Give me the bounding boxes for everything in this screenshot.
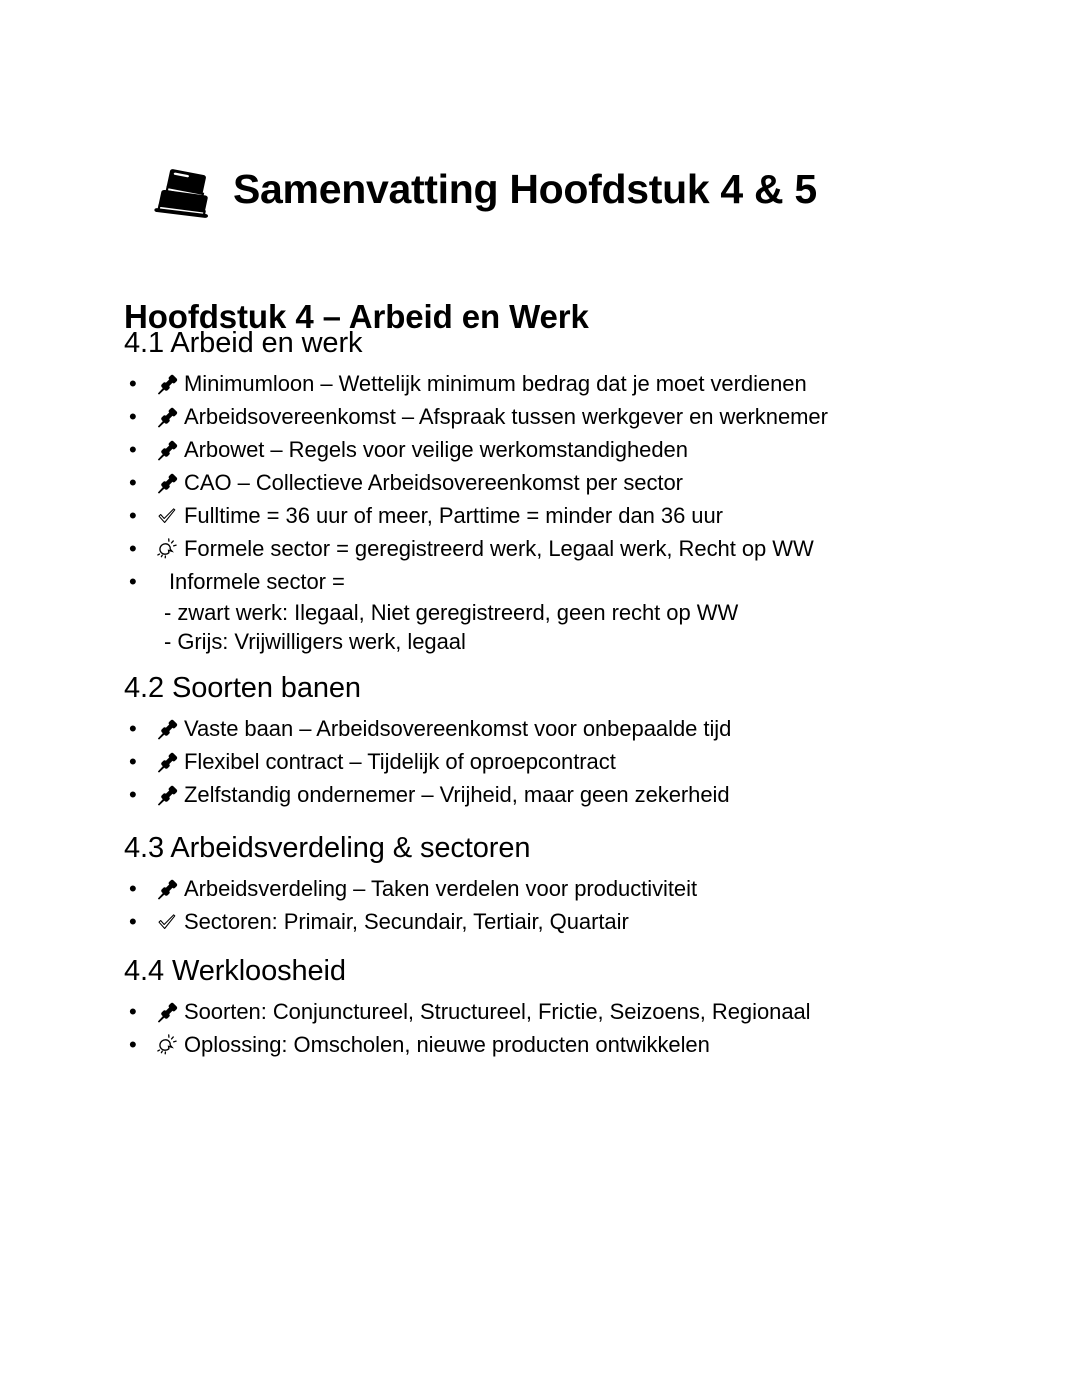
list-item-label: Zelfstandig ondernemer – Vrijheid, maar geen zekerheid	[184, 782, 730, 808]
check-mark-icon	[157, 499, 184, 532]
no-icon-spacer	[157, 565, 169, 598]
list-item-label: Informele sector =	[169, 569, 345, 595]
chapter-heading: Hoofdstuk 4 – Arbeid en Werk	[124, 298, 589, 336]
bullet-dot-icon: •	[129, 404, 137, 430]
bullet-dot-icon: •	[129, 876, 137, 902]
bullet-list	[0, 712, 1080, 811]
list-item	[0, 433, 1080, 466]
bullet-dot-icon: •	[129, 1032, 137, 1058]
list-item	[0, 905, 1080, 938]
section-1	[0, 325, 1080, 656]
bullet-dot-icon: •	[129, 716, 137, 742]
list-item-label: Flexibel contract – Tijdelijk of oproepcontract	[184, 749, 616, 775]
page-title	[153, 164, 817, 216]
pushpin-icon	[157, 872, 184, 905]
pushpin-icon	[157, 367, 184, 400]
bullet-dot-icon: •	[129, 371, 137, 397]
bullet-dot-icon: •	[129, 437, 137, 463]
bullet-list	[0, 367, 1080, 656]
pushpin-icon	[157, 745, 184, 778]
pushpin-icon	[157, 778, 184, 811]
list-item-label: Sectoren: Primair, Secundair, Tertiair, Quartair	[184, 909, 629, 935]
pushpin-icon	[157, 433, 184, 466]
sub-list-item: - zwart werk: Ilegaal, Niet geregistreerd, geen recht op WW	[164, 600, 739, 626]
list-item	[0, 400, 1080, 433]
list-item-label: Minimumloon – Wettelijk minimum bedrag dat je moet verdienen	[184, 371, 807, 397]
list-item	[0, 712, 1080, 745]
list-item-label: Vaste baan – Arbeidsovereenkomst voor onbepaalde tijd	[184, 716, 732, 742]
list-item-label: CAO – Collectieve Arbeidsovereenkomst per sector	[184, 470, 683, 496]
list-item	[0, 872, 1080, 905]
section-4	[0, 953, 1080, 1061]
list-item	[0, 995, 1080, 1028]
check-mark-icon	[157, 905, 184, 938]
section-3	[0, 830, 1080, 938]
page-title-text: Samenvatting Hoofdstuk 4 & 5	[233, 166, 817, 213]
bullet-list	[0, 995, 1080, 1061]
list-item-label: Arbeidsverdeling – Taken verdelen voor productiviteit	[184, 876, 698, 902]
section-2	[0, 670, 1080, 811]
list-item	[0, 778, 1080, 811]
pushpin-icon	[157, 995, 184, 1028]
list-item-label: Arbeidsovereenkomst – Afspraak tussen werkgever en werknemer	[184, 404, 828, 430]
list-item	[0, 532, 1080, 565]
list-item-label: Fulltime = 36 uur of meer, Parttime = minder dan 36 uur	[184, 503, 723, 529]
light-bulb-icon	[157, 1028, 184, 1061]
list-item	[0, 499, 1080, 532]
list-item-label: Formele sector = geregistreerd werk, Legaal werk, Recht op WW	[184, 536, 814, 562]
section-heading: 4.1 Arbeid en werk	[124, 327, 363, 359]
bullet-list	[0, 872, 1080, 938]
books-icon	[153, 167, 215, 219]
bullet-dot-icon: •	[129, 749, 137, 775]
section-heading: 4.3 Arbeidsverdeling & sectoren	[124, 832, 531, 864]
bullet-dot-icon: •	[129, 909, 137, 935]
section-heading: 4.2 Soorten banen	[124, 672, 361, 704]
list-item	[0, 745, 1080, 778]
bullet-dot-icon: •	[129, 999, 137, 1025]
list-item	[0, 565, 1080, 598]
pushpin-icon	[157, 712, 184, 745]
sub-list-item: - Grijs: Vrijwilligers werk, legaal	[164, 629, 466, 655]
bullet-dot-icon: •	[129, 782, 137, 808]
bullet-dot-icon: •	[129, 536, 137, 562]
list-item	[0, 1028, 1080, 1061]
bullet-dot-icon: •	[129, 470, 137, 496]
pushpin-icon	[157, 466, 184, 499]
sub-list	[0, 598, 1080, 656]
bullet-dot-icon: •	[129, 569, 137, 595]
list-item	[0, 367, 1080, 400]
pushpin-icon	[157, 400, 184, 433]
bullet-dot-icon: •	[129, 503, 137, 529]
list-item-label: Soorten: Conjunctureel, Structureel, Frictie, Seizoens, Regionaal	[184, 999, 811, 1025]
list-item	[0, 466, 1080, 499]
list-item-label: Oplossing: Omscholen, nieuwe producten ontwikkelen	[184, 1032, 710, 1058]
list-item-label: Arbowet – Regels voor veilige werkomstandigheden	[184, 437, 688, 463]
light-bulb-icon	[157, 532, 184, 565]
section-heading: 4.4 Werkloosheid	[124, 955, 346, 987]
